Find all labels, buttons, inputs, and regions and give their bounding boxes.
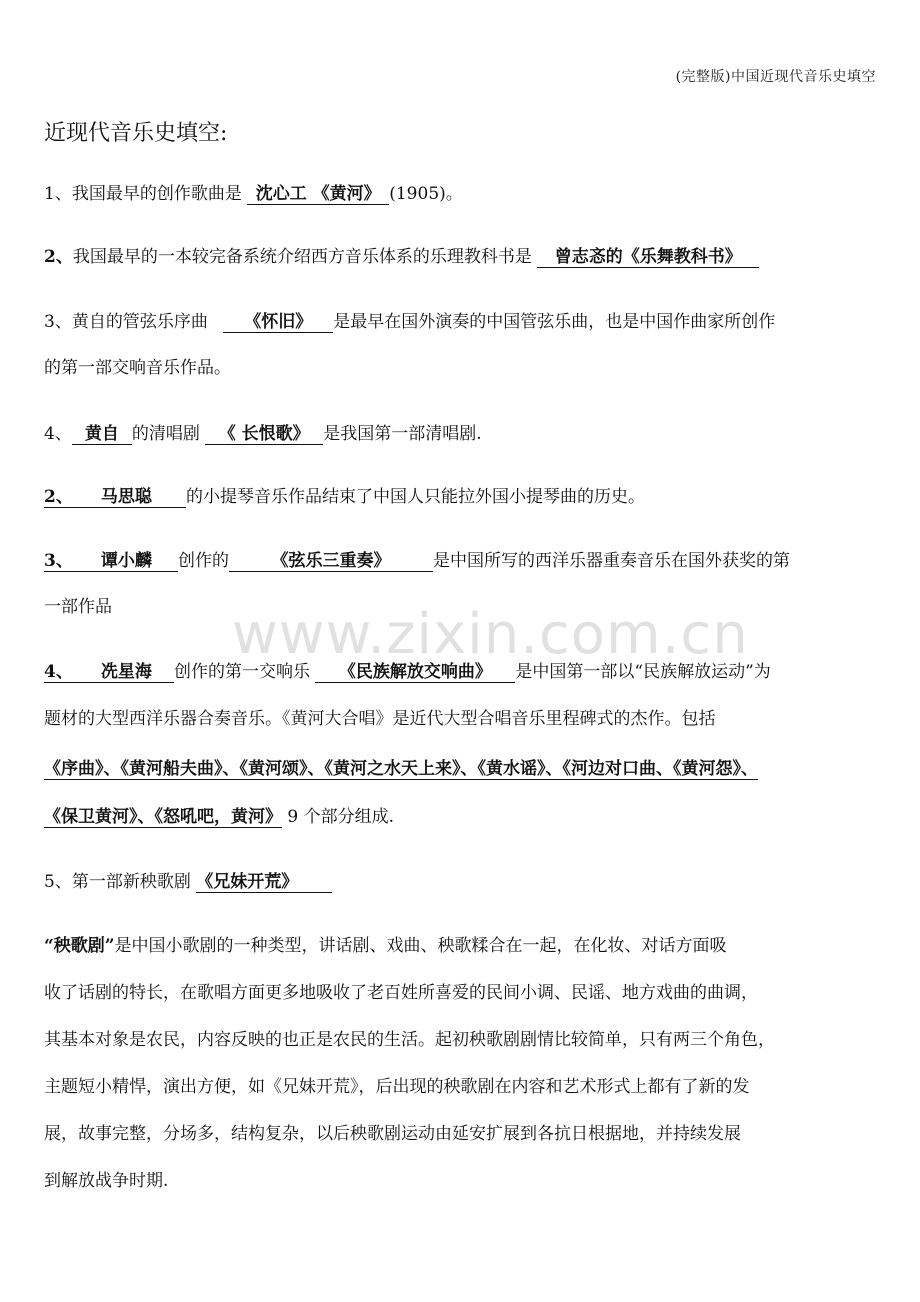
page-title: 近现代音乐史填空:: [44, 121, 228, 146]
question-5: [44, 486, 884, 508]
answer-blank: 黄自: [72, 424, 132, 445]
question-text: 我国最早的一本较完备系统介绍西方音乐体系的乐理教科书是: [72, 247, 532, 267]
question-number: 3、: [44, 312, 72, 332]
answer-text: 马思聪: [100, 487, 152, 507]
question-text: 的小提琴音乐作品结束了中国人只能拉外国小提琴曲的历史。: [186, 487, 645, 507]
question-number: 3、: [44, 551, 73, 571]
question-7-line-2: 题材的大型西洋乐器合奏音乐。《黄河大合唱》是近代大型合唱音乐里程碑式的杰作。包括: [44, 709, 716, 729]
question-text: 我国最早的创作歌曲是: [71, 184, 242, 204]
question-6-continued: 一部作品: [44, 597, 112, 617]
answer-blank: 《保卫黄河》、《怒吼吧，黄河》: [44, 807, 282, 827]
answer-blank: 《民族解放交响曲》: [315, 662, 515, 683]
question-text: 9 个部分组成.: [287, 807, 395, 827]
question-text: (1905)。: [389, 184, 463, 204]
question-text: 的清唱剧: [131, 424, 200, 444]
question-1: [44, 183, 884, 205]
question-6: [44, 550, 884, 572]
question-text: 是中国所写的西洋乐器重奏音乐在国外获奖的第: [433, 551, 790, 571]
question-text: 是我国第一部清唱剧.: [323, 424, 482, 444]
question-7: [44, 661, 884, 683]
question-7-line-3: [44, 758, 884, 780]
question-text: 第一部新秧歌剧: [71, 872, 191, 892]
paragraph-line-1: [44, 935, 884, 957]
question-3: [44, 311, 884, 333]
watermark: www.zixin.com.cn: [232, 602, 749, 667]
answer-blank: [44, 487, 186, 508]
question-text: 创作的第一交响乐: [174, 662, 310, 682]
paragraph-line-3: 其基本对象是农民，内容反映的也正是农民的生活。起初秧歌剧剧情比较简单，只有两三个角色，: [44, 1030, 775, 1050]
paragraph-line-5: 展，故事完整，分场多，结构复杂，以后秧歌剧运动由延安扩展到各抗日根据地，并持续发展: [44, 1124, 741, 1144]
question-text: 黄自的管弦乐序曲: [71, 312, 208, 332]
page-header: (完整版)中国近现代音乐史填空: [675, 69, 876, 85]
question-number: 2、: [44, 487, 73, 507]
answer-blank: 《弦乐三重奏》: [229, 551, 433, 572]
question-number: 4、: [44, 424, 72, 444]
question-2: [44, 246, 884, 268]
question-number: 1、: [44, 184, 72, 204]
question-number: 4、: [44, 662, 73, 682]
answer-blank: 《 长恨歌》: [205, 424, 323, 445]
answer-blank: [44, 551, 178, 572]
answer-blank: 《序曲》、《黄河船夫曲》、《黄河颂》、《黄河之水天上来》、《黄水谣》、《河边对口曲、《黄河怨》、: [44, 759, 758, 779]
question-number: 2、: [44, 247, 73, 267]
answer-text: 谭小麟: [100, 551, 152, 571]
answer-blank: 《怀旧》: [223, 312, 333, 333]
question-number: 5、: [44, 872, 72, 892]
question-8: [44, 871, 884, 893]
answer-text: 冼星海: [100, 662, 152, 682]
question-text: 创作的: [178, 551, 229, 571]
answer-blank: [44, 662, 174, 683]
question-text: 是中国第一部以“民族解放运动”为: [515, 662, 771, 682]
question-7-line-4: [44, 806, 884, 828]
question-4: [44, 423, 884, 445]
paragraph-line-4: 主题短小精悍，演出方便，如《兄妹开荒》，后出现的秧歌剧在内容和艺术形式上都有了新的发: [44, 1077, 750, 1097]
question-3-continued: 的第一部交响音乐作品。: [44, 358, 231, 378]
paragraph-lead: “秧歌剧”: [44, 936, 115, 956]
answer-blank: 曾志忞的《乐舞教科书》: [537, 247, 759, 268]
paragraph-text: 是中国小歌剧的一种类型，讲话剧、戏曲、秧歌糅合在一起，在化妆、对话方面吸: [114, 936, 727, 956]
answer-blank: 《兄妹开荒》: [196, 872, 332, 893]
answer-blank: 沈心工 《黄河》: [247, 184, 389, 205]
paragraph-line-2: 收了话剧的特长，在歌唱方面更多地吸收了老百姓所喜爱的民间小调、民谣、地方戏曲的曲调，: [44, 983, 758, 1003]
question-text: 是最早在国外演奏的中国管弦乐曲，也是中国作曲家所创作: [333, 312, 776, 332]
paragraph-line-6: 到解放战争时期.: [44, 1171, 169, 1191]
